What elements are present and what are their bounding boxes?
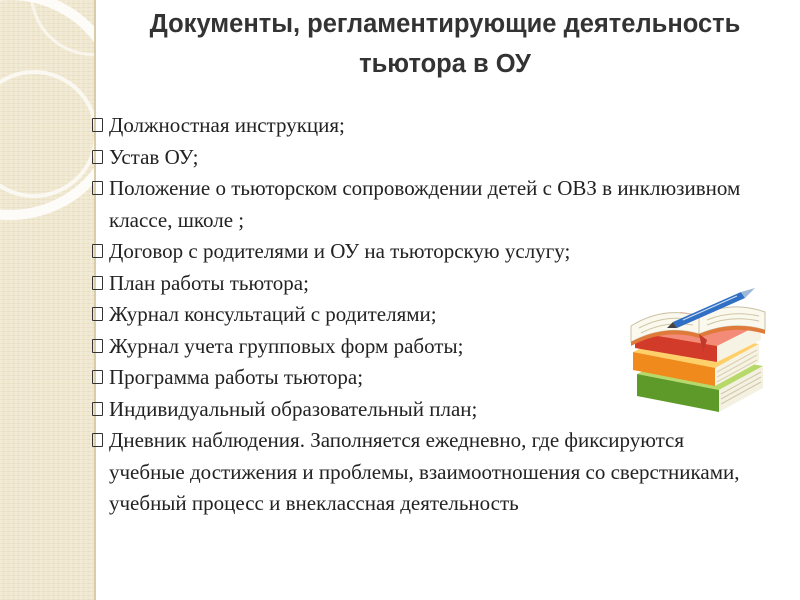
bullet-box-icon bbox=[92, 244, 103, 258]
bullet-box-icon bbox=[92, 402, 103, 416]
list-item bbox=[92, 236, 752, 268]
list-item-text: Должностная инструкция; bbox=[109, 113, 345, 137]
list-item-text: Журнал консультаций с родителями; bbox=[109, 302, 437, 326]
bullet-box-icon bbox=[92, 118, 103, 132]
list-item-text: Договор с родителями и ОУ на тьюторскую услугу; bbox=[109, 239, 571, 263]
decorative-side-band bbox=[0, 0, 96, 600]
bullet-box-icon bbox=[92, 339, 103, 353]
list-item-text: Положение о тьюторском сопровождении детей с ОВЗ в инклюзивном классе, школе ; bbox=[109, 176, 741, 232]
list-item bbox=[92, 110, 752, 142]
page-title bbox=[100, 4, 790, 84]
bullet-box-icon bbox=[92, 370, 103, 384]
list-item-text: Индивидуальный образовательный план; bbox=[109, 396, 478, 421]
bullet-box-icon bbox=[92, 276, 103, 290]
list-item bbox=[92, 173, 749, 236]
bullet-box-icon bbox=[92, 150, 103, 164]
books-with-pen-icon bbox=[623, 282, 773, 422]
list-item-text: Журнал учета групповых форм работы; bbox=[109, 333, 464, 358]
list-item bbox=[92, 425, 769, 520]
list-item-text: Программа работы тьютора; bbox=[109, 365, 364, 389]
list-item-text: План работы тьютора; bbox=[109, 270, 309, 295]
bullet-box-icon bbox=[92, 181, 103, 195]
list-item-text: Дневник наблюдения. Заполняется ежедневно, где фиксируются учебные достижения и проблемы, взаимоотношения со сверстниками, учебный процесс и внеклассная деятельность bbox=[109, 428, 745, 515]
bullet-box-icon bbox=[92, 433, 103, 447]
list-item-text: Устав ОУ; bbox=[109, 144, 199, 169]
title-line-1: Документы, регламентирующие деятельность bbox=[149, 10, 741, 38]
list-item bbox=[92, 142, 752, 174]
bullet-box-icon bbox=[92, 307, 103, 321]
title-line-2: тьютора в ОУ bbox=[359, 50, 531, 78]
